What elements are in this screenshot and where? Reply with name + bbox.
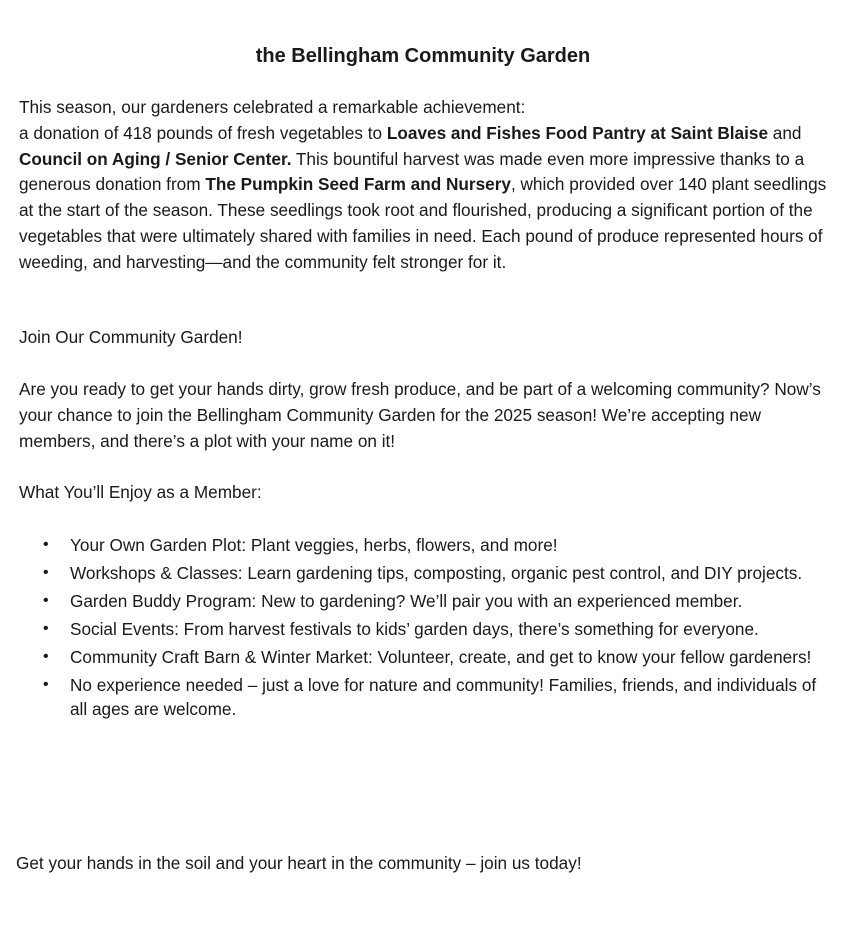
list-item: [0, 673, 846, 721]
list-item: [0, 589, 846, 613]
council-name: Council on Aging / Senior Center.: [19, 148, 292, 169]
bullet-icon: •: [43, 564, 49, 581]
list-item: [0, 561, 846, 585]
benefits-heading: What You’ll Enjoy as a Member:: [19, 482, 262, 502]
closing-line: Get your hands in the soil and your heart in the community – join us today!: [16, 853, 582, 873]
list-item: [0, 617, 846, 641]
benefit-text: No experience needed – just a love for nature and community! Families, friends, and individuals of all ages are welcome.: [70, 675, 817, 719]
benefit-text: Your Own Garden Plot: Plant veggies, herbs, flowers, and more!: [70, 535, 558, 555]
benefit-text: Workshops & Classes: Learn gardening tips, composting, organic pest control, and DIY projects.: [70, 563, 803, 583]
intro-text-4: This bountiful harvest was made even more impressive thanks to a generous donation from: [19, 148, 805, 195]
benefit-text: Community Craft Barn & Winter Market: Volunteer, create, and get to know your fellow gardeners!: [70, 647, 812, 667]
join-heading: Join Our Community Garden!: [19, 327, 243, 347]
page-title: the Bellingham Community Garden: [255, 45, 591, 67]
join-paragraph: Are you ready to get your hands dirty, grow fresh produce, and be part of a welcoming community? Now’s your chance to join the Bellingham Community Garden for the 2025 season! We’re accepting new members, and there’s a plot with your name on it!: [19, 379, 821, 451]
benefit-text: Garden Buddy Program: New to gardening? We’ll pair you with an experienced member.: [70, 591, 743, 611]
bullet-icon: •: [43, 620, 49, 637]
list-item: [0, 645, 846, 669]
bullet-icon: •: [43, 592, 49, 609]
bullet-icon: •: [43, 536, 49, 553]
intro-text-5: , which provided over 140 plant seedlings at the start of the season. These seedlings took root and flourished, producing a significant portion of the vegetables that were ultimately shared with families in need. Each pound of produce represented hours of weeding, and harvesting—and the community felt stronger for it.: [19, 174, 827, 272]
intro-text-2: a donation of 418 pounds of fresh vegetables to: [19, 122, 387, 143]
list-item: [0, 533, 846, 557]
intro-paragraph: [19, 95, 834, 276]
bullet-icon: •: [43, 676, 49, 693]
intro-text-1: This season, our gardeners celebrated a remarkable achievement:: [19, 97, 526, 117]
bullet-icon: •: [43, 648, 49, 665]
farm-name: The Pumpkin Seed Farm and Nursery: [205, 174, 511, 195]
benefit-text: Social Events: From harvest festivals to kids’ garden days, there’s something for everyone.: [70, 619, 759, 639]
pantry-name: Loaves and Fishes Food Pantry at Saint Blaise: [386, 122, 769, 143]
intro-text-3: and: [768, 122, 802, 143]
benefits-list: [0, 533, 846, 725]
